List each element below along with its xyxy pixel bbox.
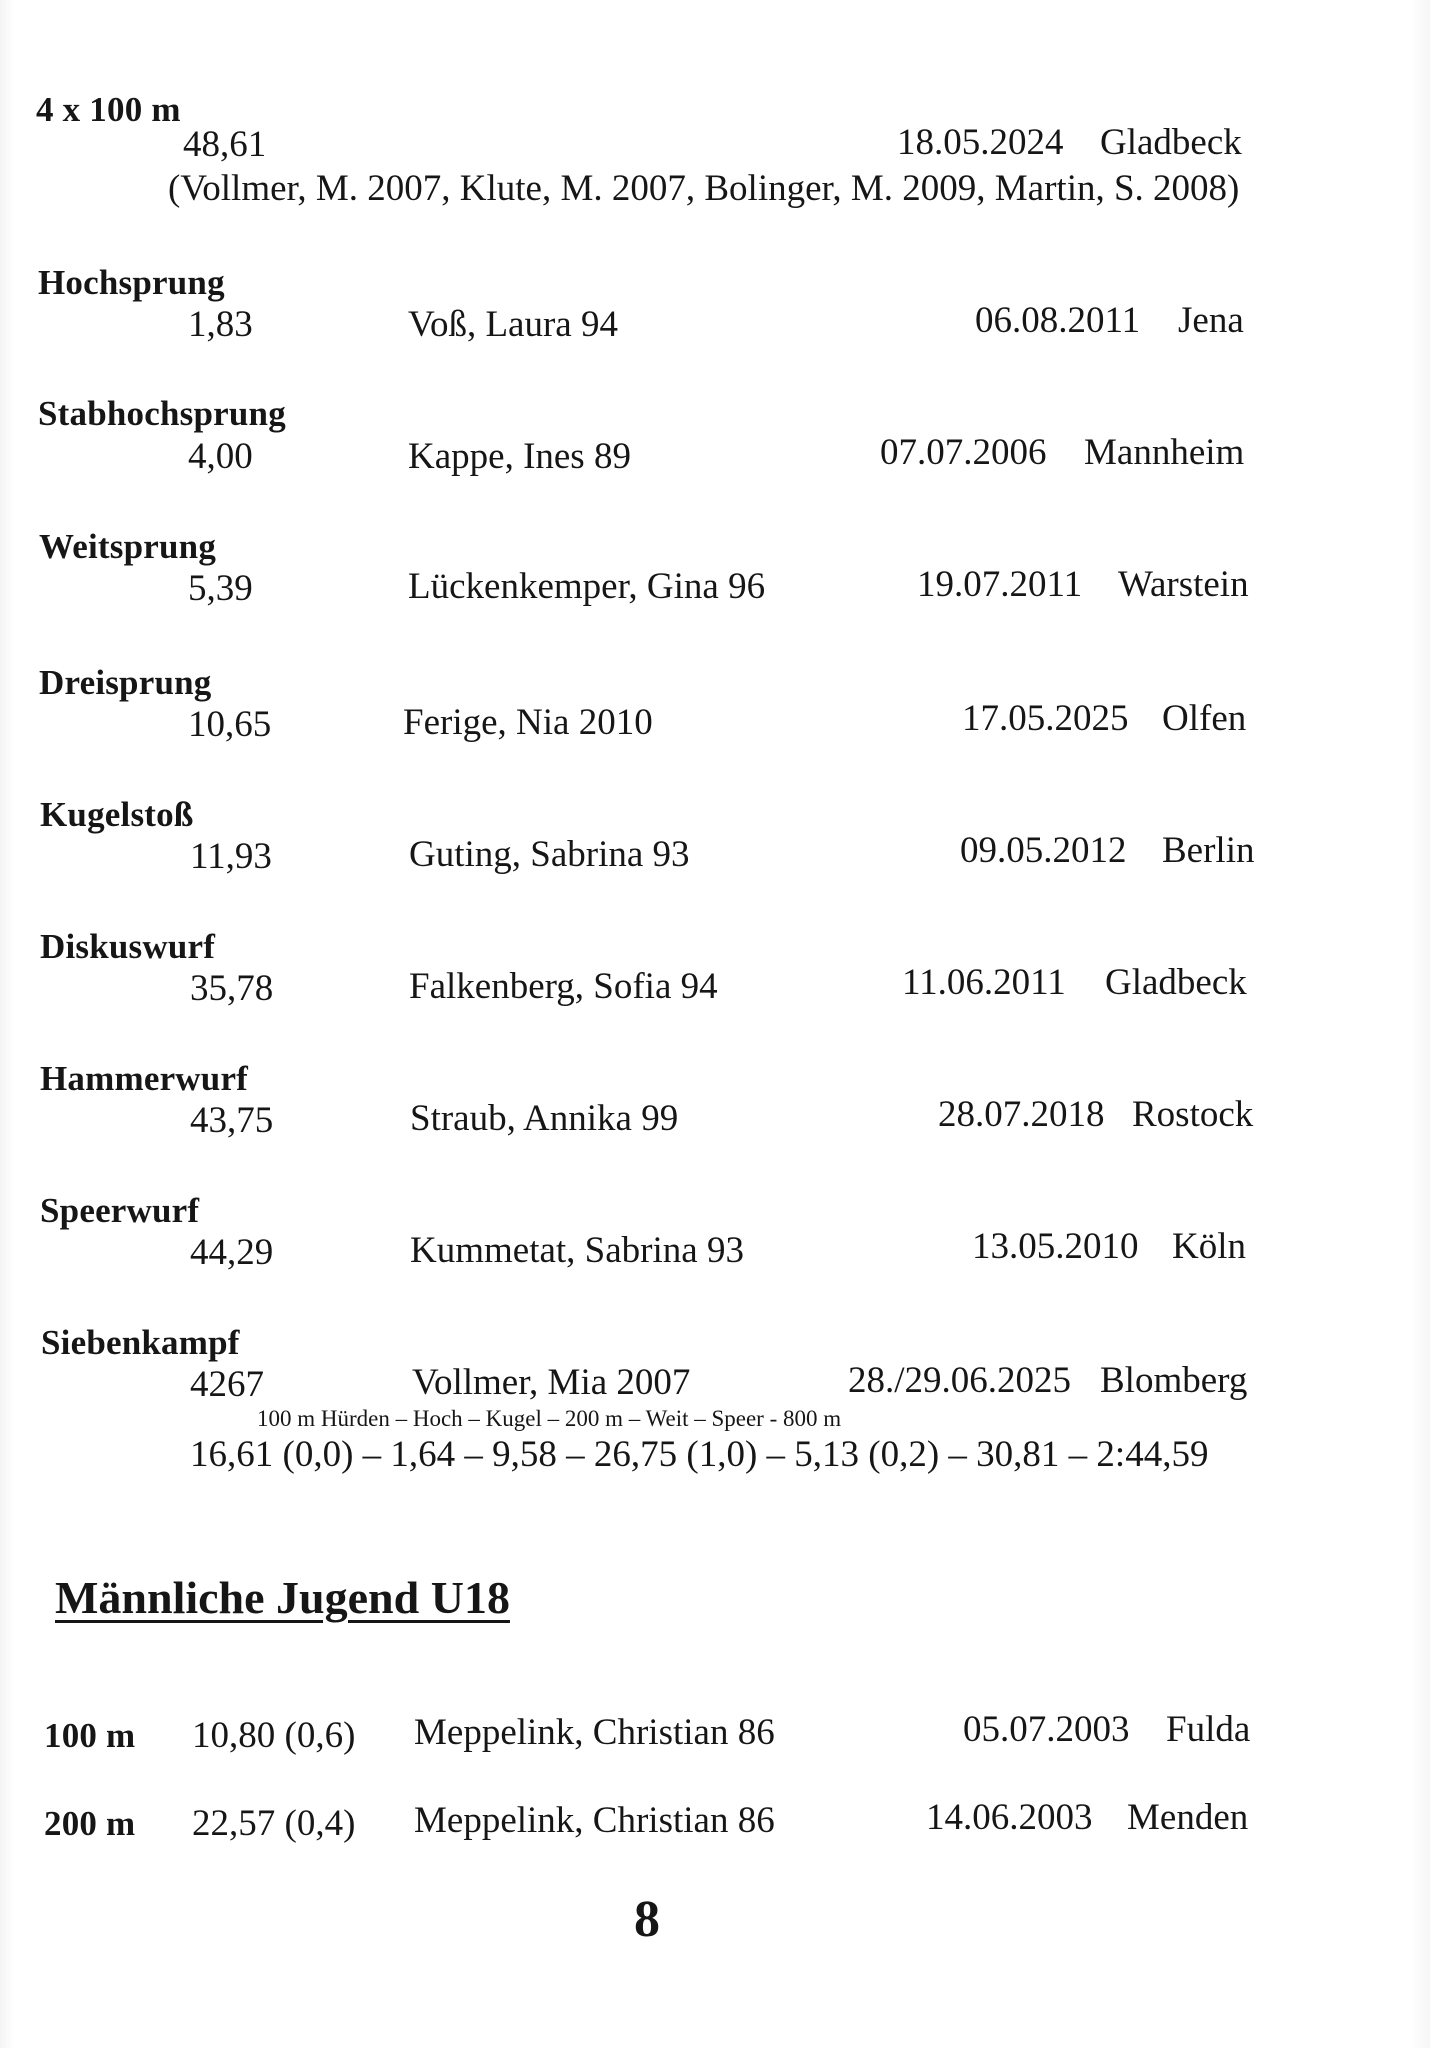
- event-title: 100 m: [44, 1716, 136, 1755]
- record-athlete: Straub, Annika 99: [410, 1098, 679, 1139]
- record-date: 09.05.2012: [960, 830, 1127, 871]
- event-title: Hammerwurf: [40, 1059, 249, 1098]
- record-date: 28.07.2018: [938, 1094, 1105, 1135]
- section-title: Männliche Jugend U18: [55, 1572, 510, 1623]
- heptathlon-place: Blomberg: [1100, 1360, 1248, 1401]
- record-date: 07.07.2006: [880, 432, 1047, 473]
- record-place: Menden: [1127, 1797, 1249, 1838]
- record-athlete: Kummetat, Sabrina 93: [410, 1230, 744, 1271]
- record-athlete: Lückenkemper, Gina 96: [408, 566, 766, 607]
- record-place: Fulda: [1166, 1709, 1251, 1750]
- event-title-relay: 4 x 100 m: [36, 90, 181, 129]
- heptathlon-results: 16,61 (0,0) – 1,64 – 9,58 – 26,75 (1,0) – 5,13 (0,2) – 30,81 – 2:44,59: [190, 1434, 1209, 1475]
- record-result: 4,00: [188, 436, 253, 477]
- record-result: 35,78: [190, 968, 274, 1009]
- record-result: 1,83: [188, 304, 253, 345]
- heptathlon-date: 28./29.06.2025: [848, 1360, 1072, 1401]
- event-title: Kugelstoß: [40, 795, 194, 834]
- record-athlete: Kappe, Ines 89: [408, 436, 631, 477]
- record-date: 06.08.2011: [975, 300, 1141, 341]
- record-result: 5,39: [188, 568, 253, 609]
- event-title: Hochsprung: [38, 263, 225, 302]
- record-place: Warstein: [1118, 564, 1249, 605]
- relay-time: 48,61: [183, 124, 267, 165]
- relay-team: (Vollmer, M. 2007, Klute, M. 2007, Bolinger, M. 2009, Martin, S. 2008): [168, 168, 1240, 209]
- heptathlon-athlete: Vollmer, Mia 2007: [412, 1362, 691, 1403]
- record-date: 05.07.2003: [963, 1709, 1130, 1750]
- record-date: 17.05.2025: [962, 698, 1129, 739]
- relay-place: Gladbeck: [1100, 122, 1242, 163]
- event-title: Speerwurf: [40, 1191, 200, 1230]
- page-number: 8: [634, 1891, 660, 1948]
- record-place: Gladbeck: [1105, 962, 1247, 1003]
- relay-date: 18.05.2024: [897, 122, 1064, 163]
- event-title: Dreisprung: [39, 663, 212, 702]
- record-result: 22,57 (0,4): [192, 1803, 356, 1844]
- heptathlon-points: 4267: [190, 1364, 264, 1405]
- record-result: 10,65: [188, 704, 272, 745]
- record-date: 19.07.2011: [917, 564, 1083, 605]
- event-title: Stabhochsprung: [38, 394, 286, 433]
- event-title-heptathlon: Siebenkampf: [41, 1323, 240, 1362]
- record-result: 44,29: [190, 1232, 274, 1273]
- heptathlon-disciplines: 100 m Hürden – Hoch – Kugel – 200 m – Weit – Speer - 800 m: [257, 1406, 842, 1431]
- record-place: Köln: [1172, 1226, 1246, 1267]
- event-title: Diskuswurf: [40, 927, 216, 966]
- record-place: Mannheim: [1084, 432, 1245, 473]
- record-athlete: Voß, Laura 94: [408, 304, 618, 345]
- record-result: 43,75: [190, 1100, 274, 1141]
- record-date: 13.05.2010: [972, 1226, 1139, 1267]
- event-title: Weitsprung: [39, 527, 217, 566]
- record-result: 10,80 (0,6): [192, 1715, 356, 1756]
- record-result: 11,93: [190, 836, 272, 877]
- record-place: Berlin: [1162, 830, 1255, 871]
- record-date: 14.06.2003: [926, 1797, 1093, 1838]
- record-athlete: Falkenberg, Sofia 94: [409, 966, 718, 1007]
- record-athlete: Ferige, Nia 2010: [403, 702, 653, 743]
- record-place: Rostock: [1132, 1094, 1254, 1135]
- event-title: 200 m: [44, 1804, 136, 1843]
- record-athlete: Meppelink, Christian 86: [414, 1800, 775, 1841]
- record-place: Olfen: [1162, 698, 1247, 739]
- record-athlete: Meppelink, Christian 86: [414, 1712, 775, 1753]
- record-place: Jena: [1178, 300, 1244, 341]
- record-athlete: Guting, Sabrina 93: [409, 834, 690, 875]
- record-date: 11.06.2011: [902, 962, 1066, 1003]
